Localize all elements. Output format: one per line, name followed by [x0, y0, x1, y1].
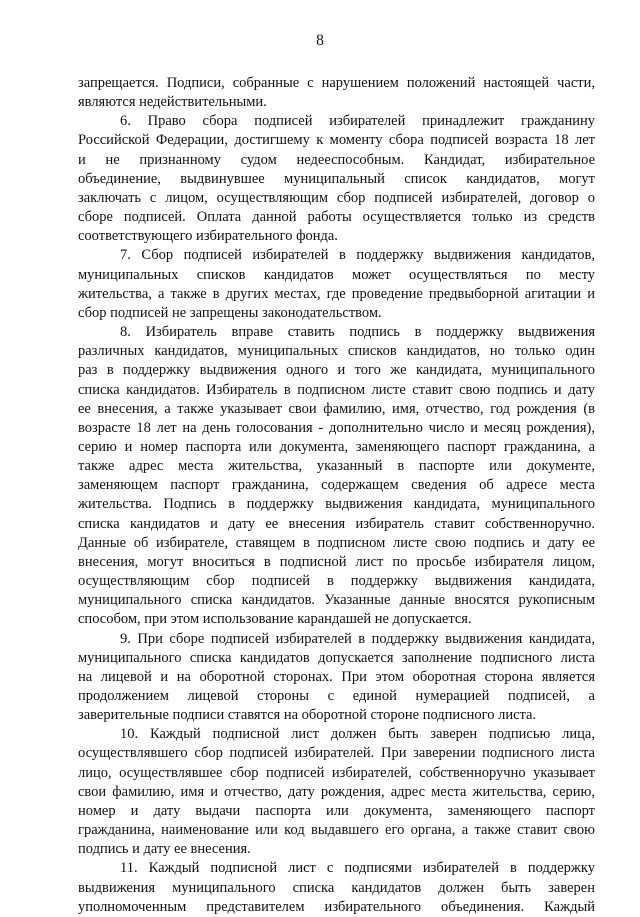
document-body [78, 74, 595, 917]
text-line: заменяющем паспорт гражданина, содержащем сведения об адресе места [78, 477, 595, 494]
text-line: ее внесения, а также указывает свои фамилию, имя, отчество, год рождения (в [78, 400, 595, 417]
text-line: выдвижения муниципального списка кандидатов должен быть заверен [78, 879, 595, 896]
text-line: списка кандидатов и дату ее внесения избиратель ставит собственноручно. [78, 515, 595, 532]
paragraph [78, 112, 595, 246]
paragraph [78, 725, 595, 859]
text-line: сбор подписей не запрещены законодательством. [78, 304, 382, 321]
text-line: на лицевой и на оборотной сторонах. При этом оборотная сторона является [78, 668, 595, 685]
text-line: внесения, могут вноситься в подписной лист по просьбе избирателя лицом, [78, 553, 595, 570]
text-line: муниципального списка кандидатов. Указанные данные вносятся рукописным [78, 592, 595, 609]
text-line: муниципального списка кандидатов допускается заполнение подписного листа [78, 649, 595, 666]
text-line: являются недействительными. [78, 94, 267, 111]
text-line: осуществлявшего сбор подписей избирателей. При заверении подписного листа [78, 745, 595, 762]
text-line: раз в поддержку выдвижения одного и того же кандидата, муниципального [78, 362, 595, 379]
text-line: Российской Федерации, достигшему к моменту сбора подписей возраста 18 лет [78, 132, 595, 149]
paragraph [78, 246, 595, 323]
text-line: серию и номер паспорта или документа, заменяющего паспорт гражданина, а [78, 438, 595, 455]
text-line: запрещается. Подписи, собранные с нарушением положений настоящей части, [78, 75, 595, 91]
paragraph [78, 630, 595, 726]
text-line: номер и дату выдачи паспорта или документа, заменяющего паспорт [78, 802, 595, 819]
text-line: 7. Сбор подписей избирателей в поддержку выдвижения кандидатов, [120, 247, 595, 264]
paragraph [78, 74, 595, 112]
text-line: заключать с лицом, осуществляющим сбор подписей избирателей, договор о [78, 189, 595, 206]
text-line: лицо, осуществлявшее сбор подписей избирателей, собственноручно указывает [78, 764, 595, 781]
text-line: Данные об избирателе, ставящем в подписном листе свою подпись и дату ее [78, 534, 595, 551]
text-line: 11. Каждый подписной лист с подписями избирателей в поддержку [120, 860, 595, 877]
text-line: способом, при этом использование карандашей не допускается. [78, 611, 472, 628]
text-line: 9. При сборе подписей избирателей в поддержку выдвижения кандидата, [120, 630, 595, 647]
text-line: осуществляющим сбор подписей в поддержку выдвижения кандидата, [78, 573, 595, 590]
text-line: заверительные подписи ставятся на оборотной стороне подписного листа. [78, 707, 537, 724]
text-line: уполномоченным представителем избирательного объединения. Каждый [78, 898, 595, 915]
text-line: 6. Право сбора подписей избирателей принадлежит гражданину [120, 113, 595, 130]
text-line: подпись и дату ее внесения. [78, 841, 251, 858]
text-line: продолжением лицевой стороны с единой нумерацией подписей, а [78, 688, 595, 704]
text-line: соответствующего избирательного фонда. [78, 228, 338, 245]
page-number: 8 [316, 32, 324, 49]
text-line: 10. Каждый подписной лист должен быть заверен подписью лица, [120, 726, 595, 743]
text-line: свои фамилию, имя и отчество, дату рождения, адрес места жительства, серию, [78, 783, 595, 800]
text-line: гражданина, наименование или код выдавшего его органа, а также ставит свою [78, 822, 595, 839]
text-line: сборе подписей. Оплата данной работы осуществляется только из средств [78, 209, 595, 226]
text-line: объединение, выдвинувшее муниципальный список кандидатов, могут [78, 170, 595, 187]
text-line: возрасте 18 лет на день голосования - дополнительно число и месяц рождения), [78, 419, 595, 436]
text-line: также адрес места жительства, указанный в паспорте или документе, [78, 458, 595, 475]
text-line: жительства. Подпись в поддержку выдвижения кандидата, муниципального [78, 496, 595, 513]
text-line: муниципальных списков кандидатов может осуществляться по месту [78, 266, 595, 283]
paragraph [78, 323, 595, 630]
text-line: списка кандидатов. Избиратель в подписном листе ставит свою подпись и дату [78, 381, 595, 398]
text-line: различных кандидатов, муниципальных списков кандидатов, но только один [78, 343, 595, 360]
text-line: 8. Избиратель вправе ставить подпись в поддержку выдвижения [120, 324, 595, 341]
paragraph [78, 859, 595, 916]
text-line: и не признанному судом недееспособным. Кандидат, избирательное [78, 151, 595, 168]
text-line: жительства, а также в других местах, где проведение предвыборной агитации и [78, 285, 595, 302]
